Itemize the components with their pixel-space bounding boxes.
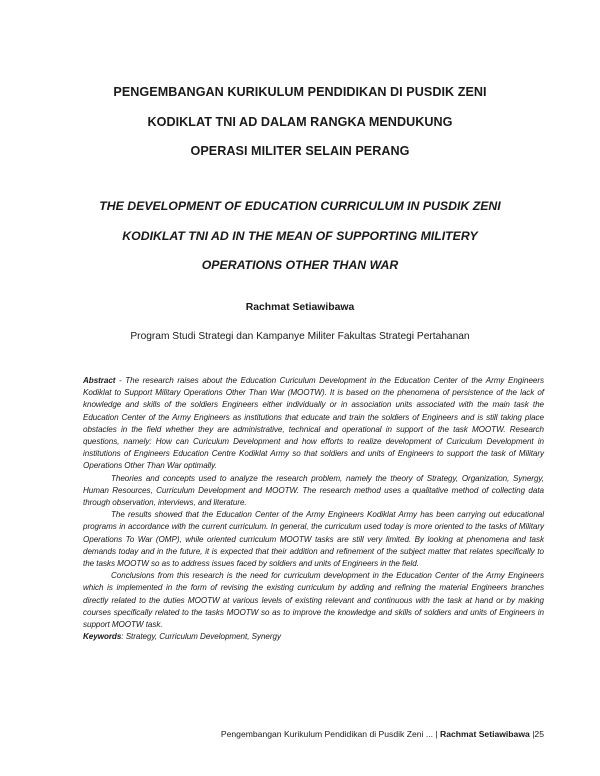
title-id-line-3: OPERASI MILITER SELAIN PERANG [190,144,410,158]
page-footer [221,729,544,739]
keywords-label: Keywords [83,632,122,642]
abstract-paragraph-1 [83,375,544,473]
title-indonesian [40,78,560,167]
footer-author: Rachmat Setiawibawa [440,729,530,739]
title-id-line-1: PENGEMBANGAN KURIKULUM PENDIDIKAN DI PUSDIK ZENI [113,85,487,99]
title-id-line-2: KODIKLAT TNI AD DALAM RANGKA MENDUKUNG [147,114,453,129]
title-en-line-2: KODIKLAT TNI AD IN THE MEAN OF SUPPORTING MILITERY [122,228,478,243]
title-en-line-3: OPERATIONS OTHER THAN WAR [201,258,399,272]
author-name: Rachmat Setiawibawa [245,302,355,313]
title-english [40,192,560,281]
footer-page-number: |25 [529,729,544,739]
abstract [83,375,544,643]
title-en-line-1: THE DEVELOPMENT OF EDUCATION CURRICULUM IN PUSDIK ZENI [99,199,501,213]
author-affiliation: Program Studi Strategi dan Kampanye Militer Fakultas Strategi Pertahanan [130,331,470,342]
abstract-paragraph-2: Theories and concepts used to analyze the research problem, namely the theory of Strategy, Organization, Synergy, Human Resources, Curriculum Development and MOOTW. The research method uses a qualitative method of collecting data through observation, interviews, and literature. [83,473,544,508]
footer-running-title: Pengembangan Kurikulum Pendidikan di Pusdik Zeni ... | [220,729,441,739]
abstract-label: Abstract [83,376,116,385]
keywords [83,631,544,643]
abstract-paragraph-4: Conclusions from this research is the need for curriculum development in the Education Center of the Army Engineers which is implemented in the form of revising the existing curriculum by adding and refining the material Engineers branches directly related to the duties MOOTW at various levels of existing relevant and continuous with the task at hand or by making courses specifically related to the tasks MOOTW so as to improve the knowledge and skills of soldiers and units of Engineers in support MOOTW task. [83,571,544,630]
keywords-text: : Strategy, Curriculum Development, Synergy [121,632,281,642]
abstract-text-1: - The research raises about the Education Curiculum Development in the Education Center of the Army Engineers Kodiklat to Support Military Operations Other Than War (MOOTW). It is based on the phenomena of persistence of the lack of knowledge and skills of the soldiers Engineers either individually or in association units associated with the main task the Education Center of the Army Engineers as institutions that educate and train the soldiers of Engineers and is still taking place obstacles in the field whether they are administrative, technical and operational in support of the task MOOTW. Research questions, namely: How can Curiculum Development and how efforts to realize development of Curiculum Development in institutions of Engineers Education Centre Kodiklat Army so that soldiers and units of Engineers to support the task of Military Operations Other Than War optimally. [83,376,544,471]
abstract-paragraph-3: The results showed that the Education Center of the Army Engineers Kodiklat Army has been carrying out educational programs in accordance with the current curriculum. In general, the curriculum used today is more oriented to the tasks of Military Operations To War (OMP), while oriented curriculum MOOTW tasks are still very limited. By looking at phenomena and task demands today and in the future, it is expected that their addition and refinement of the subject matter that relates specifically to the tasks MOOTW so as to address issues faced by soldiers and units of Engineers in the field. [83,510,544,569]
